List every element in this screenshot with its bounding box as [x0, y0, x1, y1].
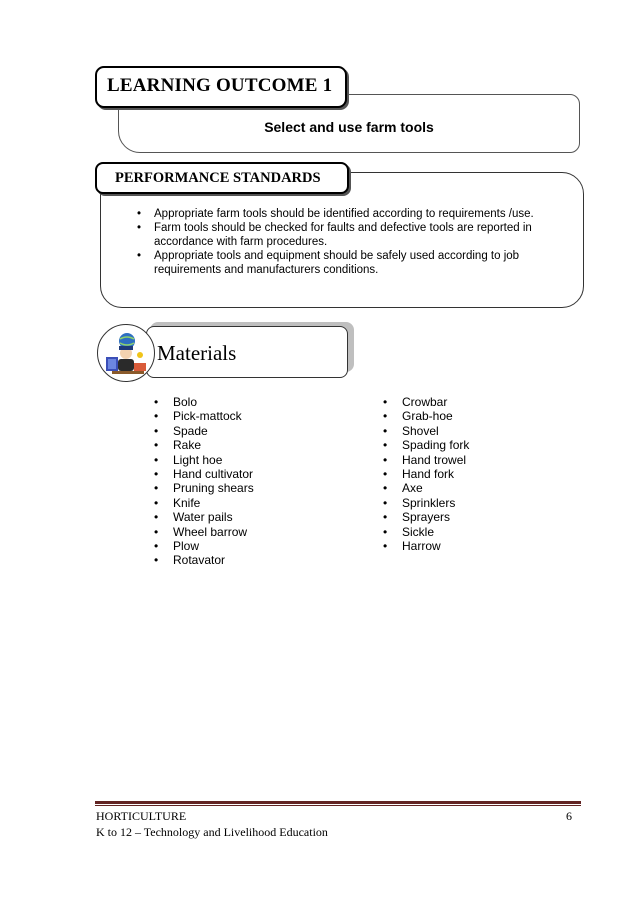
material-item: • Bolo	[154, 395, 334, 409]
material-item: • Pick-mattock	[154, 409, 334, 423]
footer-rule-thin	[95, 805, 581, 806]
material-item: • Harrow	[383, 539, 563, 553]
material-item: • Hand trowel	[383, 453, 563, 467]
performance-standards-list	[137, 207, 569, 277]
material-item: • Water pails	[154, 510, 334, 524]
materials-left-list	[154, 395, 334, 568]
material-item: • Light hoe	[154, 453, 334, 467]
material-item: • Crowbar	[383, 395, 563, 409]
material-item: • Spade	[154, 424, 334, 438]
performance-standard-item: • Appropriate farm tools should be identified according to requirements /use.	[137, 207, 569, 221]
material-item: • Axe	[383, 481, 563, 495]
material-item: • Wheel barrow	[154, 525, 334, 539]
performance-standards-heading: PERFORMANCE STANDARDS	[115, 170, 321, 186]
material-item: • Sprayers	[383, 510, 563, 524]
footer-rule-thick	[95, 801, 581, 804]
performance-standards-heading-tab	[95, 162, 349, 194]
material-item: • Hand fork	[383, 467, 563, 481]
performance-standard-item: • Farm tools should be checked for faults and defective tools are reported in accordance with farm procedures.	[137, 221, 569, 249]
learning-outcome-heading-tab	[95, 66, 347, 108]
material-item: • Plow	[154, 539, 334, 553]
material-item: • Rotavator	[154, 553, 334, 567]
material-item: • Grab-hoe	[383, 409, 563, 423]
material-item: • Knife	[154, 496, 334, 510]
materials-icon	[97, 324, 155, 382]
material-item: • Rake	[154, 438, 334, 452]
materials-heading: Materials	[157, 341, 237, 365]
learning-outcome-subtitle: Select and use farm tools	[264, 119, 434, 135]
footer-subtitle: K to 12 – Technology and Livelihood Education	[96, 825, 328, 839]
footer-page-number: 6	[566, 809, 572, 823]
materials-right-list	[383, 395, 563, 553]
footer-title: HORTICULTURE	[96, 809, 187, 823]
material-item: • Spading fork	[383, 438, 563, 452]
material-item: • Pruning shears	[154, 481, 334, 495]
performance-standard-item: • Appropriate tools and equipment should be safely used according to job requirements and manufacturers conditions.	[137, 249, 569, 277]
material-item: • Sickle	[383, 525, 563, 539]
material-item: • Sprinklers	[383, 496, 563, 510]
material-item: • Hand cultivator	[154, 467, 334, 481]
materials-heading-tab	[146, 326, 348, 378]
material-item: • Shovel	[383, 424, 563, 438]
learning-outcome-heading: LEARNING OUTCOME 1	[107, 75, 333, 96]
